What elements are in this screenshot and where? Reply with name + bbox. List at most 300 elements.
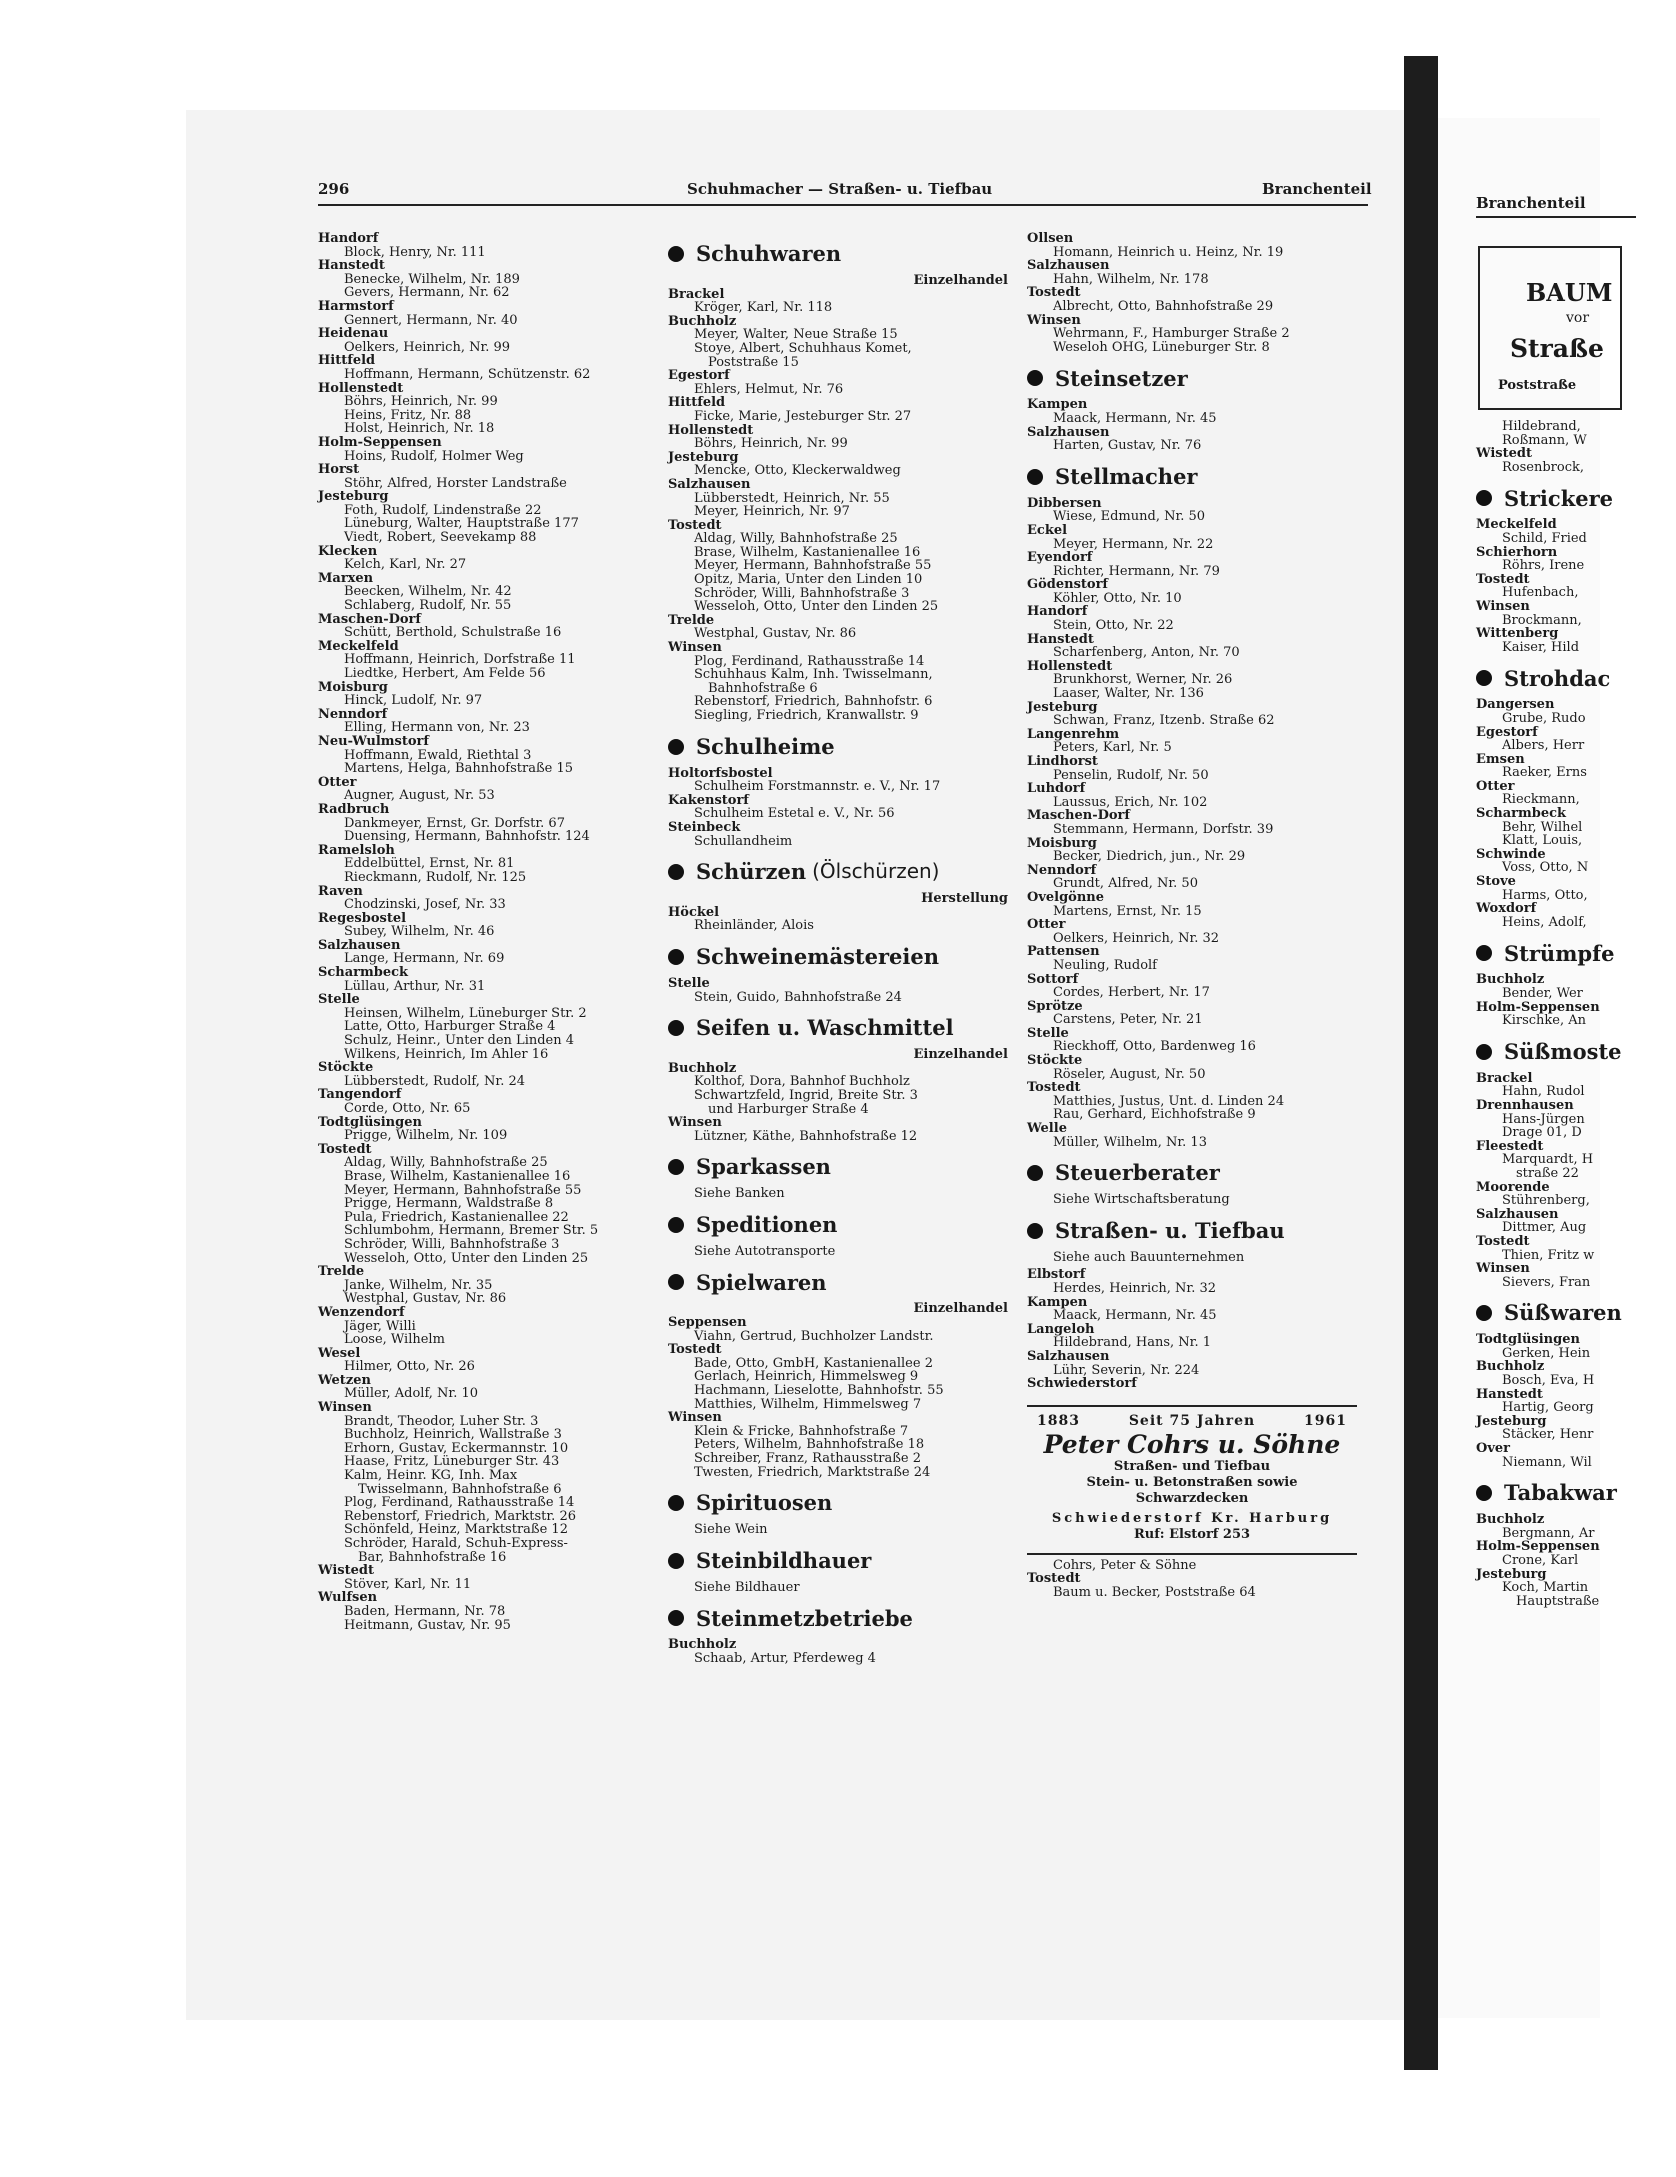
ad-line-3: Schwarzdecken (1135, 1490, 1249, 1506)
facing-advertisement-box (1478, 246, 1622, 410)
listing-entry: Stein, Otto, Nr. 22 (1053, 618, 1174, 634)
listing-entry: Plog, Ferdinand, Rathausstraße 14 (344, 1495, 575, 1511)
bullet-icon (668, 1495, 684, 1511)
town-label: Buchholz (668, 1637, 737, 1653)
town-label: Winsen (1476, 1261, 1530, 1277)
town-label: Winsen (1476, 598, 1530, 614)
listing-entry: Beecken, Wilhelm, Nr. 42 (344, 584, 512, 600)
listing-entry: Heins, Fritz, Nr. 88 (344, 407, 472, 423)
category-title: Schürzen (696, 859, 807, 885)
town-label: Salzhausen (318, 937, 401, 953)
listing-entry: Chodzinski, Josef, Nr. 33 (344, 897, 506, 913)
town-label: Stöckte (1027, 1053, 1083, 1069)
listing-entry: Meyer, Hermann, Bahnhofstraße 55 (344, 1182, 582, 1198)
bullet-icon (668, 1553, 684, 1569)
listing-entry: Prigge, Wilhelm, Nr. 109 (344, 1128, 508, 1144)
category-heading (1476, 1038, 1676, 1064)
listing-entry: Crone, Karl (1502, 1553, 1579, 1568)
listing-entry: Maack, Hermann, Nr. 45 (1053, 410, 1217, 426)
town-label: Marxen (318, 570, 374, 586)
listing-continuation: und Harburger Straße 4 (708, 1101, 869, 1117)
listing-entry: Brockmann, (1502, 612, 1582, 628)
listing-entry: Kalm, Heinr. KG, Inh. Max (344, 1468, 518, 1484)
town-label: Langeloh (1027, 1321, 1095, 1337)
cohrs-advertisement (1027, 1405, 1357, 1555)
town-label: Winsen (1027, 312, 1081, 328)
town-label: Dibbersen (1027, 495, 1102, 511)
listing-entry: Cohrs, Peter & Söhne (1053, 1557, 1197, 1573)
town-label: Buchholz (1476, 1359, 1545, 1375)
listing-entry: Meyer, Walter, Neue Straße 15 (694, 327, 898, 343)
ad-year-to: 1961 (1304, 1412, 1347, 1429)
town-label: Scharmbeck (1476, 806, 1567, 822)
listing-entry: Jäger, Willi (344, 1318, 416, 1334)
listing-entry: Haase, Fritz, Lüneburger Str. 43 (344, 1454, 560, 1470)
category-heading (1476, 485, 1676, 511)
running-title: Schuhmacher — Straßen- u. Tiefbau (687, 180, 993, 198)
cross-reference: Siehe Wirtschaftsberatung (1053, 1192, 1230, 1208)
listing-entry: Thien, Fritz w (1502, 1247, 1595, 1263)
listing-entry: Rheinländer, Alois (694, 918, 814, 934)
listing-entry: Drage 01, D (1502, 1125, 1582, 1141)
listing-entry: Schulheim Forstmannstr. e. V., Nr. 17 (694, 779, 941, 795)
cross-reference: Siehe Autotransporte (694, 1243, 836, 1259)
town-label: Ollsen (1027, 231, 1074, 246)
listing-entry: Becker, Diedrich, jun., Nr. 29 (1053, 849, 1246, 865)
town-label: Höckel (668, 904, 720, 920)
town-label: Ovelgönne (1027, 889, 1105, 905)
town-label: Sprötze (1027, 998, 1083, 1014)
ad-firm-name: Peter Cohrs u. Söhne (1043, 1429, 1341, 1459)
category-title: Strümpfe (1504, 940, 1615, 966)
town-label: Hittfeld (318, 353, 376, 369)
listing-continuation: straße 22 (1516, 1165, 1579, 1181)
category-heading (668, 1269, 1008, 1295)
listing-entry: Klein & Fricke, Bahnhofstraße 7 (694, 1423, 909, 1439)
listing-entry: Prigge, Hermann, Waldstraße 8 (344, 1196, 554, 1212)
listing-entry: Hufenbach, (1502, 585, 1579, 601)
town-label: Neu-Wulmstorf (318, 733, 429, 749)
listing-entry: Oelkers, Heinrich, Nr. 32 (1053, 930, 1220, 946)
listing-entry: Ficke, Marie, Jesteburger Str. 27 (694, 408, 912, 424)
category-title: Strohdac (1504, 665, 1611, 691)
listing-entry: Schönfeld, Heinz, Marktstraße 12 (344, 1522, 568, 1538)
listing-entry: Voss, Otto, N (1502, 860, 1589, 876)
listing-entry: Rau, Gerhard, Eichhofstraße 9 (1053, 1107, 1256, 1123)
town-label: Hanstedt (318, 258, 385, 274)
listing-entry: Niemann, Wil (1502, 1454, 1592, 1470)
listing-entry: Rieckmann, Rudolf, Nr. 125 (344, 869, 527, 885)
bullet-icon (1027, 469, 1043, 485)
listing-entry: Latte, Otto, Harburger Straße 4 (344, 1019, 556, 1035)
category-heading (668, 1547, 1008, 1573)
listing-entry: Laaser, Walter, Nr. 136 (1053, 686, 1204, 702)
town-label: Meckelfeld (318, 638, 399, 654)
town-label: Lindhorst (1027, 754, 1098, 769)
category-heading (1476, 1480, 1676, 1506)
facing-header-rule (1476, 216, 1636, 218)
town-label: Stelle (318, 992, 360, 1008)
box-post-text: Poststraße (1498, 378, 1577, 393)
listing-entry: Raeker, Erns (1502, 765, 1587, 781)
listing-entry: Cordes, Herbert, Nr. 17 (1053, 985, 1210, 1001)
listing-entry: Schild, Fried (1502, 530, 1587, 546)
town-label: Hittfeld (668, 395, 726, 411)
town-label: Schwiederstorf (1027, 1376, 1137, 1392)
listing-entry: Wiese, Edmund, Nr. 50 (1053, 509, 1206, 525)
category-title: Spirituosen (696, 1490, 833, 1516)
town-label: Jesteburg (318, 489, 389, 505)
category-heading (668, 1212, 1008, 1238)
listing-continuation: Bar, Bahnhofstraße 16 (358, 1549, 507, 1565)
listing-entry: Stöhr, Alfred, Horster Landstraße (344, 475, 567, 491)
listing-entry: Behr, Wilhel (1502, 819, 1583, 835)
town-label: Tostedt (318, 1141, 372, 1157)
town-label: Tostedt (1476, 1233, 1530, 1249)
listing-entry: Dankmeyer, Ernst, Gr. Dorfstr. 67 (344, 815, 565, 831)
category-title: Stellmacher (1055, 463, 1198, 489)
listing-entry: Kelch, Karl, Nr. 27 (344, 557, 467, 573)
listing-entry: Corde, Otto, Nr. 65 (344, 1101, 471, 1116)
listing-entry: Bergmann, Ar (1502, 1525, 1595, 1541)
subcategory-label: Einzelhandel (913, 273, 1008, 288)
listing-entry: Buchholz, Heinrich, Wallstraße 3 (344, 1427, 562, 1443)
category-title: Strickere (1504, 485, 1614, 511)
listing-entry: Augner, August, Nr. 53 (344, 788, 495, 804)
listing-entry: Hartig, Georg (1502, 1400, 1594, 1416)
town-label: Seppensen (668, 1315, 747, 1331)
town-label: Jesteburg (1476, 1566, 1547, 1582)
category-title: Seifen u. Waschmittel (696, 1015, 954, 1041)
listing-entry: Gennert, Hermann, Nr. 40 (344, 312, 518, 328)
listing-entry: Schütt, Berthold, Schulstraße 16 (344, 625, 562, 641)
listing-entry: Richter, Hermann, Nr. 79 (1053, 563, 1220, 579)
listing-entry: Albrecht, Otto, Bahnhofstraße 29 (1053, 298, 1274, 314)
listing-entry: Schullandheim (694, 833, 793, 849)
listing-entry: Stührenberg, (1502, 1193, 1590, 1209)
listing-entry: Hahn, Wilhelm, Nr. 178 (1053, 271, 1209, 287)
listing-entry: Müller, Wilhelm, Nr. 13 (1053, 1134, 1207, 1150)
category-title: Straßen- u. Tiefbau (1055, 1218, 1285, 1244)
listing-entry: Peters, Karl, Nr. 5 (1053, 740, 1172, 756)
town-label: Wistedt (318, 1563, 374, 1579)
town-label: Otter (1476, 778, 1515, 794)
town-label: Stelle (668, 975, 710, 991)
town-label: Otter (318, 774, 357, 790)
subcategory-label: Herstellung (921, 891, 1008, 907)
town-label: Salzhausen (1027, 424, 1110, 440)
town-label: Buchholz (668, 313, 737, 329)
town-label: Steinbeck (668, 819, 741, 835)
listing-entry: Böhrs, Heinrich, Nr. 99 (694, 436, 848, 452)
town-label: Wittenberg (1476, 626, 1559, 642)
town-label: Emsen (1476, 751, 1525, 767)
town-label: Radbruch (318, 801, 390, 817)
bullet-icon (668, 864, 684, 880)
town-label: Tostedt (1027, 1571, 1081, 1587)
town-label: Langenrehm (1027, 726, 1120, 742)
listing-entry: Hahn, Rudol (1502, 1084, 1585, 1100)
listing-entry: Schröder, Harald, Schuh-Express- (344, 1536, 568, 1551)
town-label: Pattensen (1027, 944, 1100, 960)
listing-entry: Penselin, Rudolf, Nr. 50 (1053, 767, 1209, 783)
listing-entry: Rieckhoff, Otto, Bardenweg 16 (1053, 1039, 1256, 1055)
listing-entry: Viahn, Gertrud, Buchholzer Landstr. (694, 1328, 934, 1344)
listing-entry: Schlaberg, Rudolf, Nr. 55 (344, 598, 512, 614)
bullet-icon (668, 1274, 684, 1290)
category-title: Steinsetzer (1055, 365, 1188, 391)
town-label: Buchholz (668, 1060, 737, 1076)
listing-entry: Rosenbrock, (1502, 459, 1585, 475)
bullet-icon (1027, 1223, 1043, 1239)
listing-entry: Hans-Jürgen (1502, 1111, 1585, 1127)
facing-page (1438, 118, 1622, 2018)
town-label: Tostedt (1027, 285, 1081, 301)
town-label: Schierhorn (1476, 544, 1558, 560)
town-label: Jesteburg (668, 449, 739, 465)
listing-entry: Laussus, Erich, Nr. 102 (1053, 794, 1208, 810)
facing-entries (1476, 420, 1676, 1608)
listing-entry: Schwan, Franz, Itzenb. Straße 62 (1053, 713, 1275, 729)
listing-entry: Brandt, Theodor, Luher Str. 3 (344, 1413, 539, 1429)
box-baum-text: BAUM (1526, 278, 1613, 307)
listing-entry: Albers, Herr (1502, 738, 1585, 754)
listing-entry: Gevers, Hermann, Nr. 62 (344, 285, 510, 301)
facing-section-heading: Branchenteil (1476, 194, 1586, 212)
town-label: Eckel (1027, 522, 1068, 538)
box-strasse-text: Straße (1510, 334, 1604, 363)
ad-since: Seit 75 Jahren (1128, 1412, 1256, 1429)
town-label: Trelde (318, 1264, 365, 1280)
town-label: Hollenstedt (318, 380, 404, 396)
town-label: Kampen (1027, 397, 1088, 413)
listing-entry: Duensing, Hermann, Bahnhofstr. 124 (344, 829, 590, 845)
listing-entry: Foth, Rudolf, Lindenstraße 22 (344, 502, 542, 518)
cross-reference: Siehe Wein (694, 1522, 768, 1538)
listing-entry: Hoffmann, Heinrich, Dorfstraße 11 (344, 652, 576, 668)
listing-entry: Marquardt, H (1502, 1152, 1594, 1168)
town-label: Welle (1027, 1121, 1067, 1137)
town-label: Drennhausen (1476, 1097, 1574, 1113)
listing-entry: Stoye, Albert, Schuhhaus Komet, (694, 340, 912, 356)
listing-entry: Siegling, Friedrich, Kranwallstr. 9 (694, 708, 919, 723)
category-heading (1027, 1218, 1367, 1244)
listing-entry: Heinsen, Wilhelm, Lüneburger Str. 2 (344, 1005, 587, 1021)
listing-entry: Kröger, Karl, Nr. 118 (694, 300, 833, 316)
listing-entry: Stein, Guido, Bahnhofstraße 24 (694, 989, 902, 1005)
category-heading (1027, 463, 1367, 489)
town-label: Brackel (1476, 1070, 1533, 1086)
listing-entry: Liedtke, Herbert, Am Felde 56 (344, 666, 546, 681)
bullet-icon (1027, 1165, 1043, 1181)
listing-entry: Brunkhorst, Werner, Nr. 26 (1053, 672, 1233, 688)
listing-entry: Meyer, Hermann, Bahnhofstraße 55 (694, 558, 932, 574)
category-heading (668, 1154, 1008, 1180)
cross-reference: Siehe Banken (694, 1186, 785, 1202)
listing-entry: Koch, Martin (1502, 1580, 1589, 1596)
listing-entry: Erhorn, Gustav, Eckermannstr. 10 (344, 1440, 569, 1456)
listing-entry: Lange, Hermann, Nr. 69 (344, 951, 505, 967)
town-label: Stelle (1027, 1025, 1069, 1041)
listing-entry: Wesseloh, Otto, Unter den Linden 25 (344, 1250, 589, 1266)
town-label: Salzhausen (1027, 258, 1110, 274)
bullet-icon (1476, 1305, 1492, 1321)
listing-entry: Hoins, Rudolf, Holmer Weg (344, 448, 524, 464)
town-label: Handorf (1027, 604, 1088, 620)
listing-entry: Twesten, Friedrich, Marktstraße 24 (694, 1464, 931, 1480)
listing-continuation: Poststraße 15 (708, 354, 799, 370)
listing-entry: Lühr, Severin, Nr. 224 (1053, 1362, 1200, 1378)
town-label: Over (1476, 1441, 1510, 1457)
town-label: Salzhausen (1027, 1348, 1110, 1364)
listing-entry: Maack, Hermann, Nr. 45 (1053, 1308, 1217, 1324)
listing-entry: Plog, Ferdinand, Rathausstraße 14 (694, 653, 925, 669)
category-title: Süßmoste (1504, 1038, 1622, 1064)
town-label: Raven (318, 883, 363, 899)
town-label: Gödenstorf (1027, 577, 1109, 593)
town-label: Winsen (668, 1410, 722, 1426)
category-title: Tabakwar (1504, 1480, 1617, 1506)
subcategory-label: Einzelhandel (913, 1047, 1008, 1063)
category-heading (1476, 940, 1676, 966)
listing-entry: Hachmann, Lieselotte, Bahnhofstr. 55 (694, 1383, 944, 1399)
listing-entry: Heins, Adolf, (1502, 914, 1587, 930)
listing-entry: Aldag, Willy, Bahnhofstraße 25 (694, 531, 898, 547)
listing-continuation: Hauptstraße (1516, 1593, 1600, 1609)
bullet-icon (668, 1020, 684, 1036)
cross-reference: Siehe auch Bauunternehmen (1053, 1249, 1245, 1265)
town-label: Todtglüsingen (1476, 1332, 1580, 1348)
listing-entry: Bender, Wer (1502, 986, 1583, 1001)
category-title: Steuerberater (1055, 1160, 1220, 1186)
listing-entry: Wilkens, Heinrich, Im Ahler 16 (344, 1046, 549, 1062)
listing-entry: Matthies, Justus, Unt. d. Linden 24 (1053, 1093, 1285, 1109)
town-label: Handorf (318, 231, 379, 246)
listing-entry: Kolthof, Dora, Bahnhof Buchholz (694, 1074, 910, 1090)
column-2 (668, 230, 1008, 1666)
town-label: Holm-Seppensen (318, 434, 442, 450)
listing-entry: Stäcker, Henr (1502, 1427, 1594, 1443)
town-label: Kakenstorf (668, 792, 749, 808)
listing-entry: Mencke, Otto, Kleckerwaldweg (694, 463, 901, 479)
category-title: Schulheime (696, 733, 835, 759)
town-label: Salzhausen (668, 476, 751, 492)
header-rule (318, 204, 1368, 206)
town-label: Wistedt (1476, 446, 1532, 462)
listing-entry: Hildebrand, Hans, Nr. 1 (1053, 1335, 1212, 1351)
bullet-icon (668, 949, 684, 965)
category-title: Sparkassen (696, 1154, 831, 1180)
category-heading (668, 1490, 1008, 1516)
subcategory-label: Einzelhandel (913, 1301, 1008, 1317)
column-3-list (1027, 232, 1367, 1391)
cross-reference: Siehe Bildhauer (694, 1579, 800, 1595)
town-label: Meckelfeld (1476, 517, 1557, 533)
listing-entry: Ehlers, Helmut, Nr. 76 (694, 381, 844, 397)
listing-entry: Hoffmann, Ewald, Riethtal 3 (344, 747, 532, 763)
listing-entry: Hoffmann, Hermann, Schützenstr. 62 (344, 366, 591, 382)
listing-entry: Harten, Gustav, Nr. 76 (1053, 438, 1202, 454)
town-label: Wulfsen (318, 1590, 378, 1606)
listing-entry: Böhrs, Heinrich, Nr. 99 (344, 394, 498, 410)
town-label: Jesteburg (1476, 1413, 1547, 1429)
town-label: Holm-Seppensen (1476, 1539, 1600, 1555)
listing-entry: Peters, Wilhelm, Bahnhofstraße 18 (694, 1437, 925, 1453)
town-label: Tostedt (1027, 1080, 1081, 1096)
category-title: Schweinemästereien (696, 944, 940, 970)
town-label: Wetzen (318, 1372, 371, 1388)
listing-entry: Rieckmann, (1502, 792, 1580, 808)
column-1 (318, 232, 648, 1632)
column-3 (1027, 232, 1367, 1600)
listing-entry: Lübberstedt, Heinrich, Nr. 55 (694, 490, 890, 506)
town-label: Eyendorf (1027, 550, 1093, 566)
town-label: Tostedt (668, 517, 722, 533)
listing-entry: Schaab, Artur, Pferdeweg 4 (694, 1650, 876, 1666)
town-label: Stove (1476, 874, 1516, 890)
town-label: Moorende (1476, 1179, 1550, 1195)
listing-entry: Baden, Hermann, Nr. 78 (344, 1603, 506, 1619)
bullet-icon (1027, 370, 1043, 386)
listing-entry: Homann, Heinrich u. Heinz, Nr. 19 (1053, 244, 1284, 260)
category-title: Schuhwaren (696, 241, 842, 267)
town-label: Moisburg (1027, 835, 1097, 851)
listing-entry: Schulheim Estetal e. V., Nr. 56 (694, 806, 895, 822)
listing-entry: Carstens, Peter, Nr. 21 (1053, 1012, 1203, 1028)
listing-entry: Köhler, Otto, Nr. 10 (1053, 590, 1182, 606)
listing-entry: Loose, Wilhelm (344, 1332, 445, 1348)
listing-entry: Wesseloh, Otto, Unter den Linden 25 (694, 599, 939, 615)
ad-phone: Ruf: Elstorf 253 (1133, 1526, 1251, 1542)
listing-entry: Harms, Otto, (1502, 887, 1588, 903)
listing-entry: Westphal, Gustav, Nr. 86 (694, 626, 857, 642)
town-label: Schwinde (1476, 846, 1546, 862)
book-gutter (1404, 56, 1438, 2070)
town-label: Brackel (668, 286, 725, 302)
town-label: Harmstorf (318, 298, 394, 314)
listing-entry: Heitmann, Gustav, Nr. 95 (344, 1617, 511, 1633)
ad-years (1027, 1413, 1357, 1429)
category-heading (1027, 365, 1367, 391)
listing-entry: Röhrs, Irene (1502, 558, 1585, 574)
listing-entry: Oelkers, Heinrich, Nr. 99 (344, 339, 511, 355)
town-label: Holtorfsbostel (668, 765, 773, 781)
listing-entry: Rebenstorf, Friedrich, Bahnhofstr. 6 (694, 694, 933, 710)
listing-continuation: Bahnhofstraße 6 (708, 680, 818, 696)
listing-entry: Lüllau, Arthur, Nr. 31 (344, 978, 486, 994)
category-title: Steinmetzbetriebe (696, 1605, 913, 1631)
category-title: Süßwaren (1504, 1300, 1622, 1326)
town-label: Luhdorf (1027, 781, 1086, 797)
town-label: Buchholz (1476, 1512, 1545, 1528)
listing-entry: Holst, Heinrich, Nr. 18 (344, 421, 495, 437)
listing-entry: Grube, Rudo (1502, 710, 1586, 726)
listing-entry: Baum u. Becker, Poststraße 64 (1053, 1584, 1256, 1600)
town-label: Ramelsloh (318, 842, 395, 858)
town-label: Regesbostel (318, 910, 407, 926)
town-label: Sottorf (1027, 971, 1079, 987)
listing-entry: Weseloh OHG, Lüneburger Str. 8 (1053, 339, 1270, 355)
bullet-icon (668, 1217, 684, 1233)
listing-entry: Matthies, Wilhelm, Himmelsweg 7 (694, 1396, 922, 1412)
listing-entry: Röseler, August, Nr. 50 (1053, 1066, 1206, 1082)
town-label: Egestorf (668, 368, 730, 384)
town-label: Nenndorf (1027, 862, 1097, 878)
town-label: Egestorf (1476, 724, 1538, 740)
page-number: 296 (318, 180, 350, 198)
town-label: Heidenau (318, 326, 389, 342)
listing-entry: Brase, Wilhelm, Kastanienallee 16 (694, 544, 921, 560)
